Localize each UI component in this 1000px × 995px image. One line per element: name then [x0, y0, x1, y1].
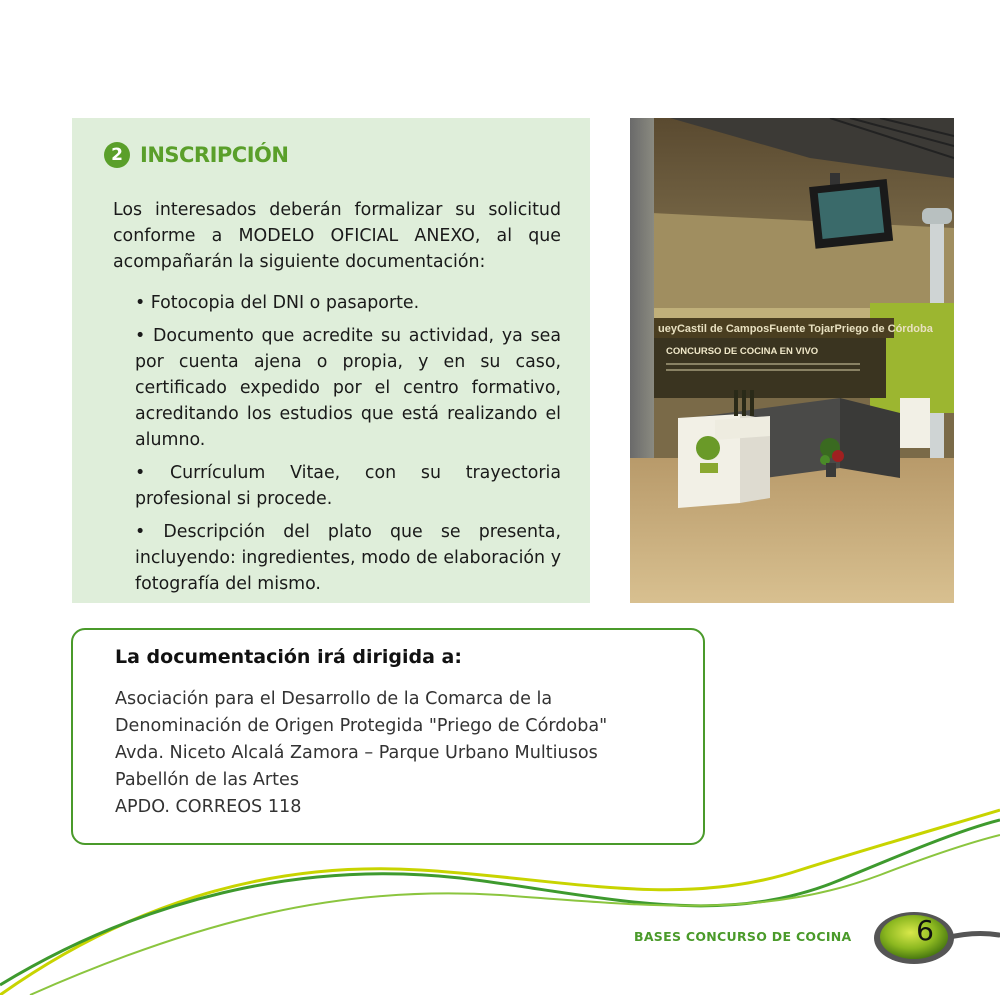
footer-label: BASES CONCURSO DE COCINA [634, 929, 852, 944]
decorative-waves [0, 800, 1000, 995]
address-line: Avda. Niceto Alcalá Zamora – Parque Urbano Multiusos [115, 743, 598, 763]
list-item: • Descripción del plato que se presenta, incluyendo: ingredientes, modo de elaboración y fotografía del mismo. [135, 522, 561, 594]
list-item: • Fotocopia del DNI o pasaporte. [135, 293, 420, 313]
list-item: • Documento que acredite su actividad, ya sea por cuenta ajena o propia, y en su caso, certificado expedido por el centro formativo, acreditando los estudios que está realizando el alumno. [135, 326, 561, 450]
address-title: La documentación irá dirigida a: [115, 646, 462, 668]
section-title: INSCRIPCIÓN [140, 143, 289, 167]
address-line: Denominación de Origen Protegida "Priego de Córdoba" [115, 716, 608, 736]
page-number: 6 [916, 914, 934, 947]
photo-banner-main: CONCURSO DE COCINA EN VIVO [666, 346, 819, 357]
list-item: • Currículum Vitae, con su trayectoria profesional si procede. [135, 463, 561, 509]
documentation-list [135, 290, 561, 604]
address-line: Pabellón de las Artes [115, 770, 300, 790]
photo-banner-top: ueyCastil de CamposFuente TojarPriego de Córdoba [658, 323, 933, 335]
intro-paragraph: Los interesados deberán formalizar su solicitud conforme a MODELO OFICIAL ANEXO, al que acompañarán la siguiente documentación: [113, 200, 561, 272]
section-number-badge: 2 [104, 142, 130, 168]
address-line: APDO. CORREOS 118 [115, 797, 302, 817]
stand-photo [630, 118, 954, 603]
address-line: Asociación para el Desarrollo de la Comarca de la [115, 689, 553, 709]
section-heading [104, 142, 288, 168]
